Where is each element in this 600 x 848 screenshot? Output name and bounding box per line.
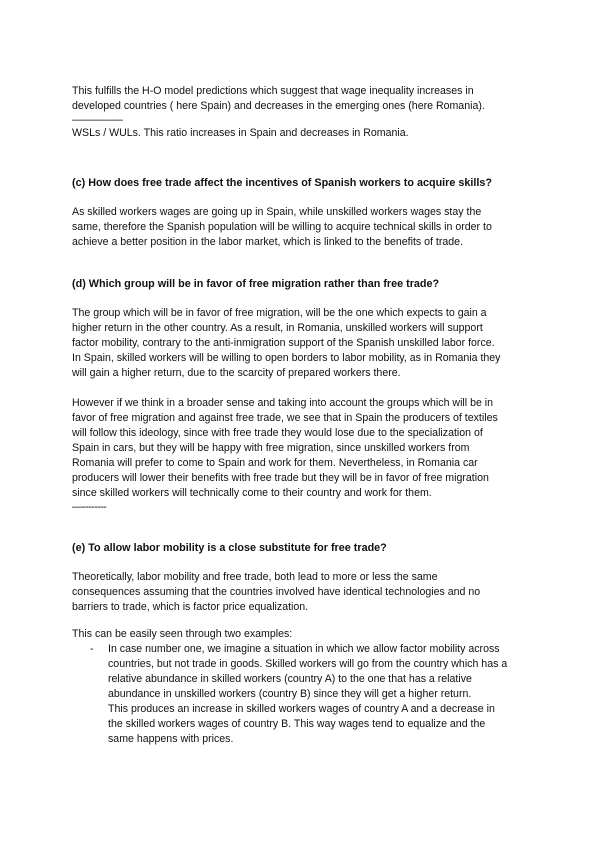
bullet-marker: -: [90, 643, 94, 655]
section-e-paragraph-1: [72, 570, 532, 615]
text-line: This produces an increase in skilled workers wages of country A and a decrease in: [108, 703, 495, 715]
text-line: However if we think in a broader sense and taking into account the groups which will be in: [72, 397, 494, 409]
text-line: countries, but not trade in goods. Skilled workers will go from the country which has a: [108, 658, 508, 670]
ratio-line: WSLs / WULs. This ratio increases in Spain and decreases in Romania.: [72, 127, 409, 139]
text-line: same happens with prices.: [108, 733, 234, 745]
text-line: developed countries ( here Spain) and decreases in the emerging ones (here Romania).: [72, 100, 485, 112]
section-c-heading: (c) How does free trade affect the incentives of Spanish workers to acquire skills?: [72, 177, 492, 189]
text-line: will gain a higher return, due to the scarcity of prepared workers there.: [72, 367, 401, 379]
text-line: favor of free migration and against free trade, we see that in Spain the producers of textiles: [72, 412, 498, 424]
text-line: higher return in the other country. As a result, in Romania, unskilled workers will support: [72, 322, 483, 334]
section-d-paragraph-1: [72, 306, 532, 381]
text-line: The group which will be in favor of free migration, will be the one which expects to gain a: [72, 307, 487, 319]
text-line: consequences assuming that the countries involved have identical technologies and no: [72, 586, 481, 598]
section-d-heading: (d) Which group will be in favor of free migration rather than free trade?: [72, 278, 440, 290]
text-line: achieve a better position in the labor market, which is linked to the benefits of trade.: [72, 236, 464, 248]
text-line: same, therefore the Spanish population will be willing to acquire technical skills in order to: [72, 221, 492, 233]
text-line: relative abundance in skilled workers (country A) to the one that has a relative: [108, 673, 472, 685]
text-line: since skilled workers will technically come to their country and work for them.: [72, 487, 432, 499]
intro-paragraph: [72, 84, 532, 141]
text-line: This fulfills the H-O model predictions which suggest that wage inequality increases in: [72, 85, 474, 97]
text-line: Spain in cars, but they will be happy with free migration, since unskilled workers from: [72, 442, 470, 454]
text-line: In case number one, we imagine a situation in which we allow factor mobility across: [108, 643, 500, 655]
separator: —--------: [72, 501, 107, 513]
text-line: producers will lower their benefits with free trade but they will be in favor of free migration: [72, 472, 489, 484]
bullet-item: [108, 642, 548, 747]
text-line: barriers to trade, which is factor price equalization.: [72, 601, 309, 613]
text-line: abundance in unskilled workers (country B) since they will get a higher return.: [108, 688, 472, 700]
section-d-paragraph-2: [72, 396, 532, 513]
section-c-paragraph: [72, 205, 532, 250]
text-line: will follow this ideology, since with free trade they would lose due to the specialization of: [72, 427, 483, 439]
separator: —————: [72, 114, 123, 126]
text-line: Theoretically, labor mobility and free trade, both lead to more or less the same: [72, 571, 438, 583]
text-line: As skilled workers wages are going up in Spain, while unskilled workers wages stay the: [72, 206, 482, 218]
text-line: In Spain, skilled workers will be willing to open borders to labor mobility, as in Romania they: [72, 352, 501, 364]
examples-intro: This can be easily seen through two examples:: [72, 628, 293, 640]
text-line: factor mobility, contrary to the anti-inmigration support of the Spanish unskilled labor force.: [72, 337, 495, 349]
section-e-heading: (e) To allow labor mobility is a close substitute for free trade?: [72, 542, 387, 554]
text-line: the skilled workers wages of country B. This way wages tend to equalize and the: [108, 718, 486, 730]
text-line: Romania will prefer to come to Spain and work for them. Nevertheless, in Romania car: [72, 457, 478, 469]
